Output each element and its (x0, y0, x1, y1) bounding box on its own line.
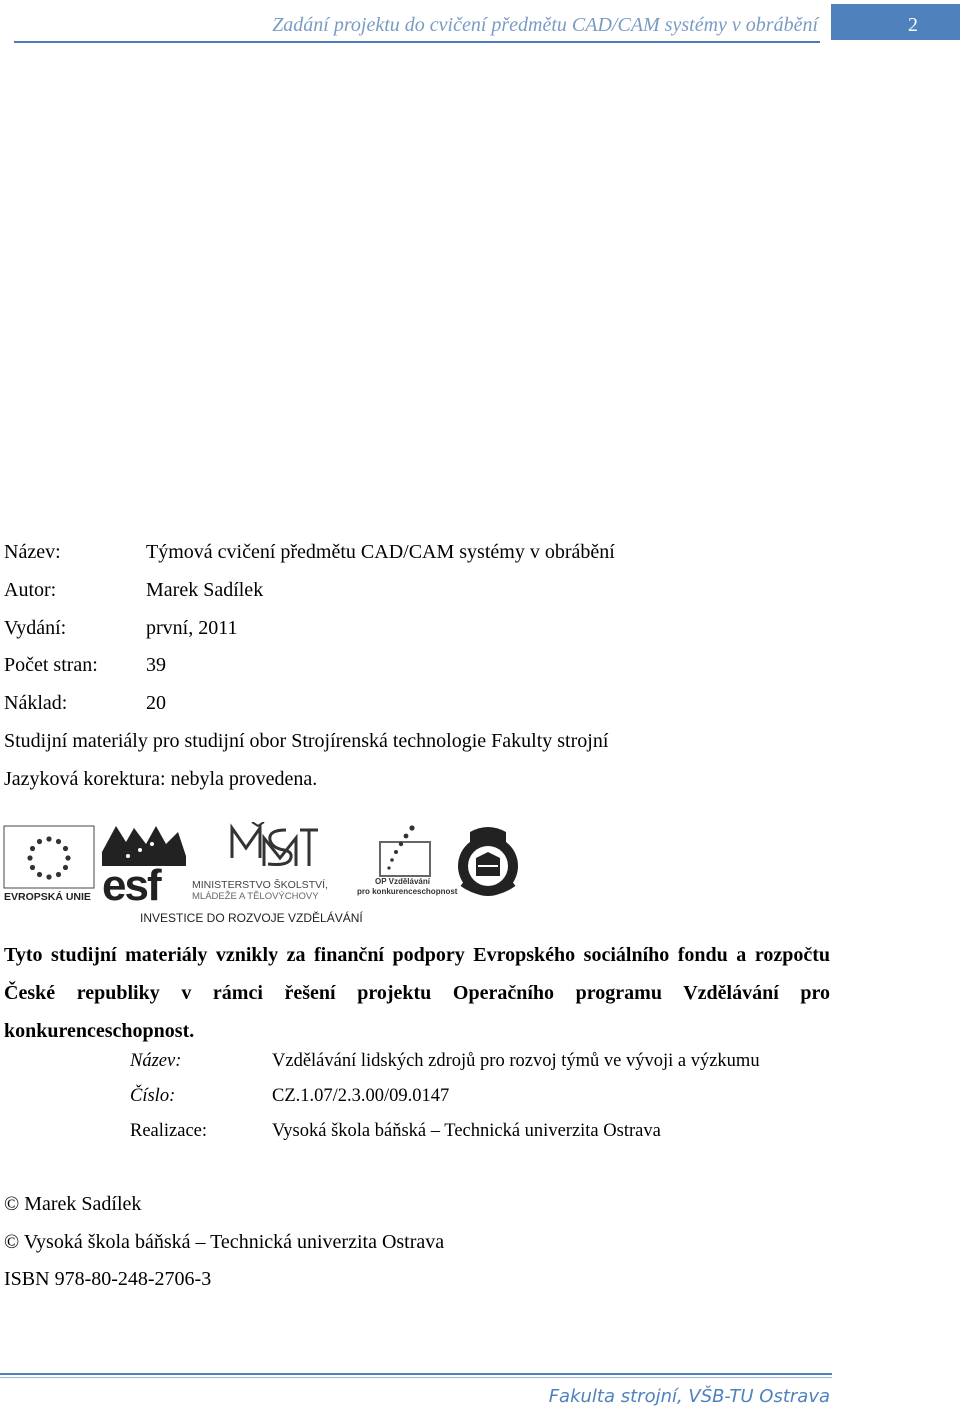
project-value: Vysoká škola báňská – Technická univerzita Ostrava (272, 1121, 661, 1141)
info-label: Autor: (4, 579, 57, 601)
project-value: Vzdělávání lidských zdrojů pro rozvoj týmů ve vývoji a výzkumu (272, 1051, 760, 1071)
info-value: první, 2011 (146, 617, 238, 639)
info-value: 20 (146, 692, 166, 714)
vsb-crest-icon (458, 827, 518, 896)
invest-caption: INVESTICE DO ROZVOJE VZDĚLÁVÁNÍ (140, 911, 363, 925)
project-label: Realizace: (130, 1121, 208, 1141)
info-row-title (4, 541, 615, 564)
msmt-logo-icon (232, 822, 318, 866)
info-label: Počet stran: (4, 654, 98, 676)
msmt-line1: MINISTERSTVO ŠKOLSTVÍ, (192, 879, 328, 891)
running-header-title: Zadání projektu do cvičení předmětu CAD/CAM systémy v obrábění (272, 14, 818, 36)
copyright-author: © Marek Sadílek (4, 1193, 142, 1215)
info-row-author (4, 579, 263, 602)
running-footer: Fakulta strojní, VŠB-TU Ostrava (548, 1386, 830, 1407)
project-row-name (130, 1051, 760, 1072)
project-row-realization (130, 1121, 661, 1142)
esf-text: esf (102, 861, 160, 910)
info-label: Vydání: (4, 617, 67, 639)
info-row-edition (4, 617, 237, 640)
project-row-number (130, 1086, 449, 1107)
info-label: Náklad: (4, 692, 68, 714)
copyright-university: © Vysoká škola báňská – Technická univerzita Ostrava (4, 1231, 445, 1253)
footer-rule-thin (0, 1377, 832, 1378)
msmt-line2: MLÁDEŽE A TĚLOVÝCHOVY (192, 891, 319, 902)
page-number: 2 (908, 14, 918, 36)
info-value: 39 (146, 654, 166, 676)
footer-rule (0, 1373, 832, 1375)
project-label: Číslo: (130, 1086, 176, 1106)
op-line1: OP Vzdělávání (375, 877, 430, 886)
eu-flag-icon (4, 826, 94, 888)
info-value: Marek Sadílek (146, 579, 264, 601)
op-line2: pro konkurenceschopnost (357, 887, 458, 896)
project-label: Název: (130, 1051, 182, 1071)
esf-logo-icon (102, 826, 186, 910)
project-value: CZ.1.07/2.3.00/09.0147 (272, 1086, 450, 1106)
info-label: Název: (4, 541, 61, 563)
header-rule (14, 41, 820, 43)
funding-logos (0, 822, 530, 928)
proofreading-line: Jazyková korektura: nebyla provedena. (4, 768, 318, 790)
eu-caption: EVROPSKÁ UNIE (4, 891, 91, 903)
info-value: Týmová cvičení předmětu CAD/CAM systémy v obrábění (146, 541, 615, 563)
funding-statement: Tyto studijní materiály vznikly za finanční podpory Evropského sociálního fondu a rozpočtu České republiky v rámci řešení projektu Operačního programu Vzdělávání pro konkurenceschopnost. (4, 944, 830, 1042)
study-line: Studijní materiály pro studijní obor Strojírenská technologie Fakulty strojní (4, 730, 609, 752)
info-row-pages (4, 654, 166, 677)
op-vk-logo-icon (357, 825, 458, 896)
isbn: ISBN 978-80-248-2706-3 (4, 1268, 212, 1290)
info-row-print-run (4, 692, 166, 715)
